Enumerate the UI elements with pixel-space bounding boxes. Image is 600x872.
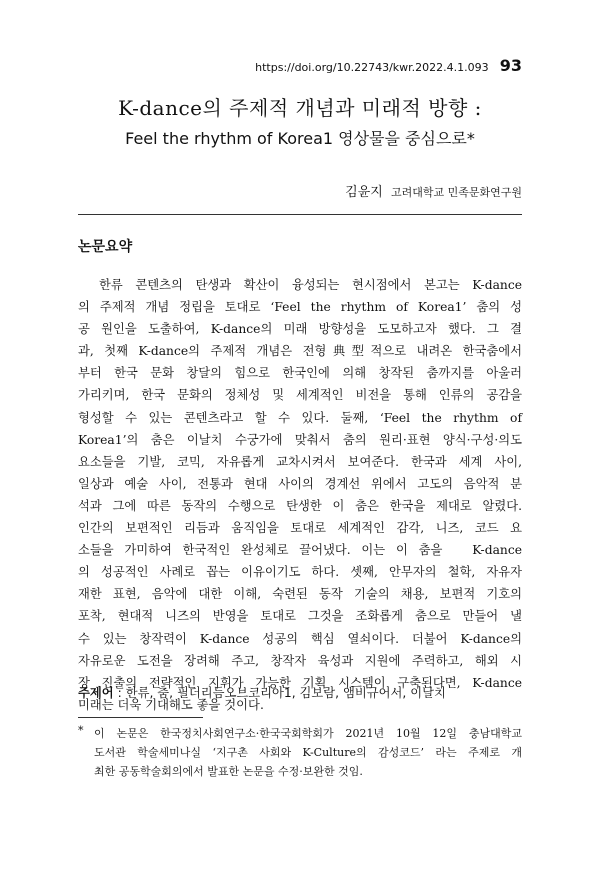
footnote-line: 도서관 학술세미나실 ‘지구촌 사회와 K-Culture의 감성코드’ 라는 주제로 개 (94, 746, 522, 759)
abstract-line: 일상과 예술 사이, 전통과 현대 사이의 경계선 위에서 고도의 음악적 분 (78, 476, 522, 491)
abstract-line: 석과 그에 따른 동작의 수행으로 탄생한 이 춤은 한국을 제대로 알렸다. (78, 498, 522, 513)
abstract-heading: 논문요약 (78, 239, 133, 255)
footnote-line: 최한 공동학술회의에서 발표한 논문을 수정·보완한 것임. (94, 765, 363, 778)
footnote-marker: * (78, 724, 84, 737)
abstract-body (78, 274, 522, 716)
keywords-label: 주제어 (78, 686, 114, 700)
abstract-line: 인간의 보편적인 리듬과 움직임을 토대로 세계적인 감각, 니즈, 코드 요 (78, 521, 522, 536)
abstract-line: 장 진출의 전략적인 지휘가 가능한 기획 시스템이 구축된다면, K-dance (78, 675, 522, 690)
abstract-line: 수 있는 창작력이 K-dance 성공의 핵심 열쇠이다. 더불어 K-dance의 (78, 631, 522, 646)
abstract-line: 포착, 현대적 니즈의 반영을 토대로 그것을 조화롭게 춤으로 만들어 낼 (78, 609, 522, 624)
abstract-line: 자유로운 도전을 장려해 주고, 창작자 육성과 지원에 주력하고, 해외 시 (78, 653, 522, 668)
abstract-line: 공 원인을 도출하여, K-dance의 미래 방향성을 도모하고자 했다. 그 결 (78, 322, 522, 337)
footnote-line: 이 논문은 한국정치사회연구소·한국국회학회가 2021년 10월 12일 충남대학교 (94, 727, 522, 740)
header-divider (78, 214, 522, 215)
keywords-separator: : (117, 686, 122, 700)
keywords-text: 한류, 춤, 필더리듬오브코리아1, 김보람, 앰비규어서, 이날치 (125, 686, 446, 700)
abstract-line: 부터 한국 문화 창달의 힘으로 한국인에 의해 창작된 춤까지를 아울러 (78, 366, 522, 381)
keywords (78, 683, 446, 701)
abstract-line: 과, 첫째 K-dance의 주제적 개념은 전형典型적으로 내려온 한국춤에서 (78, 344, 522, 359)
author-block (345, 181, 522, 200)
abstract-line: 의 주제적 개념 정립을 토대로 ‘Feel the rhythm of Korea1’ 춤의 성 (78, 300, 522, 315)
author-name: 김윤지 (345, 185, 383, 200)
abstract-line: 형성할 수 있는 콘텐츠라고 할 수 있다. 둘째, ‘Feel the rhythm of (78, 410, 522, 425)
abstract-line: 한류 콘텐츠의 탄생과 확산이 융성되는 현시점에서 본고는 K-dance (78, 278, 522, 292)
doi-link[interactable]: https://doi.org/10.22743/kwr.2022.4.1.093 (255, 61, 489, 74)
abstract-line: Korea1’의 춤은 이날치 수궁가에 맞춰서 춤의 원리·표현 양식·구성·의도 (78, 432, 522, 447)
author-affiliation: 고려대학교 민족문화연구원 (390, 186, 522, 199)
abstract-line: 요소들을 기발, 코믹, 자유롭게 교차시켜서 보여준다. 한국과 세계 사이, (78, 454, 522, 469)
abstract-line: 미래는 더욱 기대해도 좋을 것이다. (78, 697, 264, 712)
abstract-line: 소들을 가미하여 한국적인 완성체로 끌어냈다. 이는 이 춤을 K-dance (78, 543, 522, 558)
paper-subtitle: Feel the rhythm of Korea1 영상물을 중심으로* (125, 129, 475, 148)
footnote-divider (78, 717, 203, 718)
page-number: 93 (499, 56, 522, 75)
abstract-line: 의 성공적인 사례로 꼽는 이유이기도 하다. 셋째, 안무자의 철학, 자유자 (78, 565, 522, 580)
running-header (255, 56, 522, 75)
footnote (78, 724, 522, 781)
abstract-line: 재한 표현, 음악에 대한 이해, 숙련된 동작 기술의 채용, 보편적 기호의 (78, 587, 522, 602)
paper-title: K-dance의 주제적 개념과 미래적 방향 : (118, 96, 482, 120)
abstract-line: 가리키며, 한국 문화의 정체성 및 세계적인 비전을 통해 인류의 공감을 (78, 388, 522, 403)
